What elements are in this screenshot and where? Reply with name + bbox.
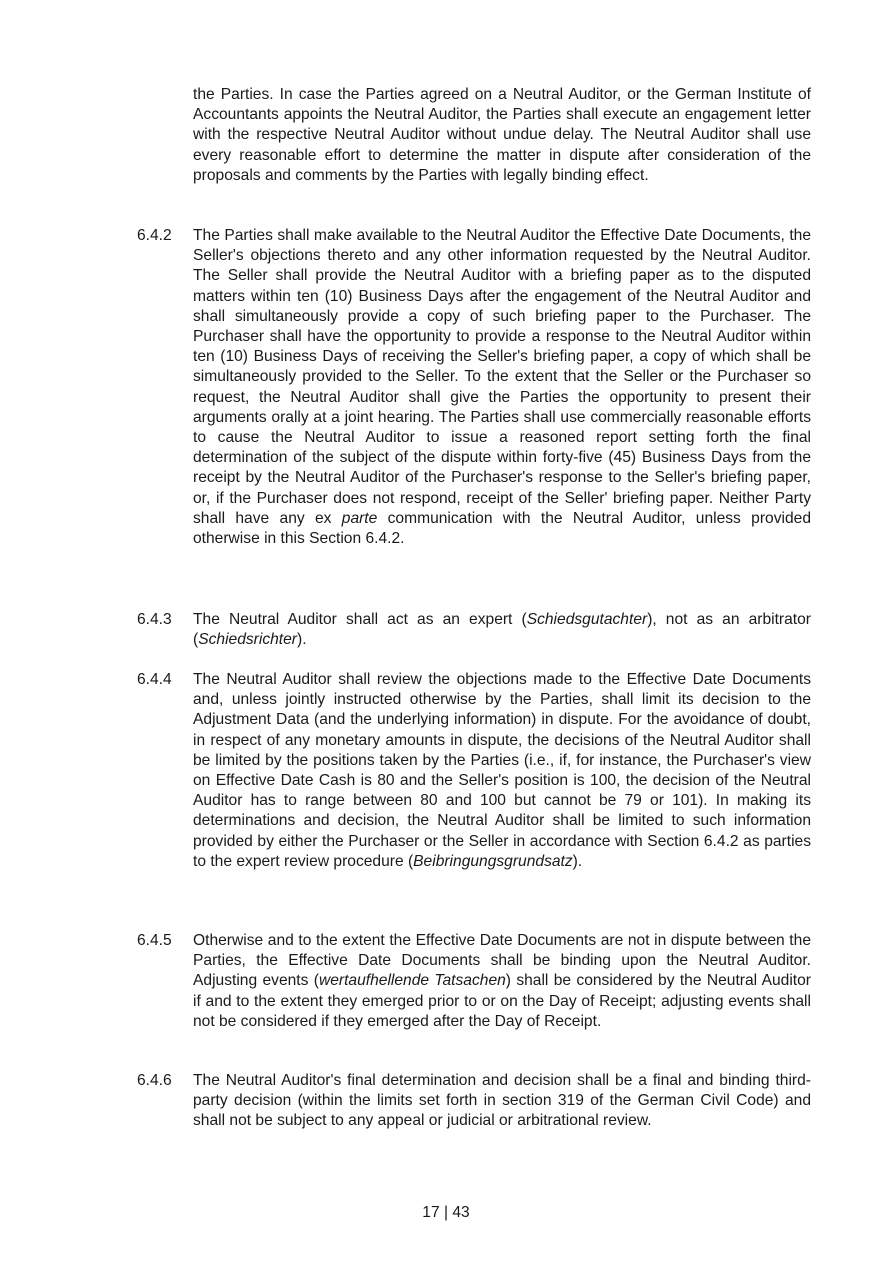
text-6-4-5-a: Otherwise and to the extent the Effective Date Documents are not in dispute between the Parties, the Effective Date Documents shall be binding upon the Neutral Auditor. Adjusting events ( — [193, 932, 811, 990]
intro-text: the Parties. In case the Parties agreed on a Neutral Auditor, or the German Institute of Accountants appoints the Neutral Auditor, the Parties shall execute an engagement letter with the respective Neutral Auditor without undue delay. The Neutral Auditor shall use every reasonable effort to determine the matter in dispute after consideration of the proposals and comments by the Parties with legally binding effect. — [193, 86, 811, 184]
section-number-6-4-6: 6.4.6 — [137, 1072, 172, 1089]
paragraph-6-4-5 — [193, 931, 811, 1032]
text-6-4-6-a: The Neutral Auditor's final determination and decision shall be a final and binding third-party decision (within the limits set forth in section 319 of the German Civil Code) and shall not be subject to any appeal or judicial or arbitrational review. — [193, 1072, 811, 1130]
text-6-4-5-b: wertaufhellende Tatsachen — [318, 972, 506, 990]
text-6-4-5-c: ) shall be considered by the Neutral Auditor if and to the extent they emerged prior to or on the Day of Receipt; adjusting events shall not be considered if they emerged after the Day of Receipt. — [193, 972, 812, 1030]
text-6-4-4-c: ). — [572, 852, 583, 870]
text-6-4-3-a: The Neutral Auditor shall act as an expert ( — [193, 611, 527, 628]
section-number-6-4-3: 6.4.3 — [137, 611, 172, 628]
text-6-4-2-c: communication with the Neutral Auditor, unless provided otherwise in this Section 6.4.2. — [193, 509, 811, 548]
text-6-4-2-b: parte — [341, 509, 378, 527]
paragraph-6-4-2 — [193, 226, 811, 549]
paragraph-6-4-3 — [193, 610, 811, 650]
text-6-4-4-a: The Neutral Auditor shall review the objections made to the Effective Date Documents and, unless jointly instructed otherwise by the Parties, shall limit its decision to the Adjustment Data (and the underlying information) in dispute. For the avoidance of doubt, in respect of any monetary amounts in dispute, the decisions of the Neutral Auditor shall be limited by the positions taken by the Parties (i.e., if, for instance, the Purchaser's view on Effective Date Cash is 80 and the Seller's position is 100, the decision of the Neutral Auditor has to range between 80 and 100 but cannot be 79 or 101). In making its determinations and decision, the Neutral Auditor shall be limited to such information provided by either the Purchaser or the Seller in accordance with Section 6.4.2 as parties to the expert review procedure ( — [193, 671, 811, 870]
section-number-6-4-2: 6.4.2 — [137, 227, 172, 244]
page-number: 17 | 43 — [422, 1204, 470, 1221]
text-6-4-2-a: The Parties shall make available to the Neutral Auditor the Effective Date Documents, the Seller's objections thereto and any other information requested by the Neutral Auditor. The Seller shall provide the Neutral Auditor with a briefing paper as to the disputed matters within ten (10) Business Days after the engagement of the Neutral Auditor and shall simultaneously provide a copy of such briefing paper to the Purchaser. The Purchaser shall have the opportunity to provide a response to the Neutral Auditor within ten (10) Business Days of receiving the Seller's briefing paper, a copy of which shall be simultaneously provided to the Seller. To the extent that the Seller or the Purchaser so request, the Neutral Auditor shall give the Parties the opportunity to present their arguments orally at a joint hearing. The Parties shall use commercially reasonable efforts to cause the Neutral Auditor to issue a reasoned report setting forth the final determination of the subject of the dispute within forty-five (45) Business Days from the receipt by the Neutral Auditor of the Purchaser's response to the Seller's briefing paper, or, if the Purchaser does not respond, receipt of the Seller' briefing paper. Neither Party shall have any ex — [193, 227, 811, 527]
paragraph-intro — [193, 85, 811, 186]
text-6-4-3-d: Schiedsrichter — [198, 631, 298, 649]
text-6-4-3-b: Schiedsgutachter — [526, 611, 648, 628]
paragraph-6-4-6 — [193, 1071, 811, 1132]
text-6-4-3-c: ), not as an arbitrator ( — [193, 611, 811, 649]
section-number-6-4-4: 6.4.4 — [137, 671, 172, 688]
paragraph-6-4-4 — [193, 670, 811, 872]
section-number-6-4-5: 6.4.5 — [137, 932, 172, 949]
text-6-4-4-b: Beibringungsgrundsatz — [413, 852, 573, 870]
text-6-4-3-e: ). — [297, 631, 307, 649]
